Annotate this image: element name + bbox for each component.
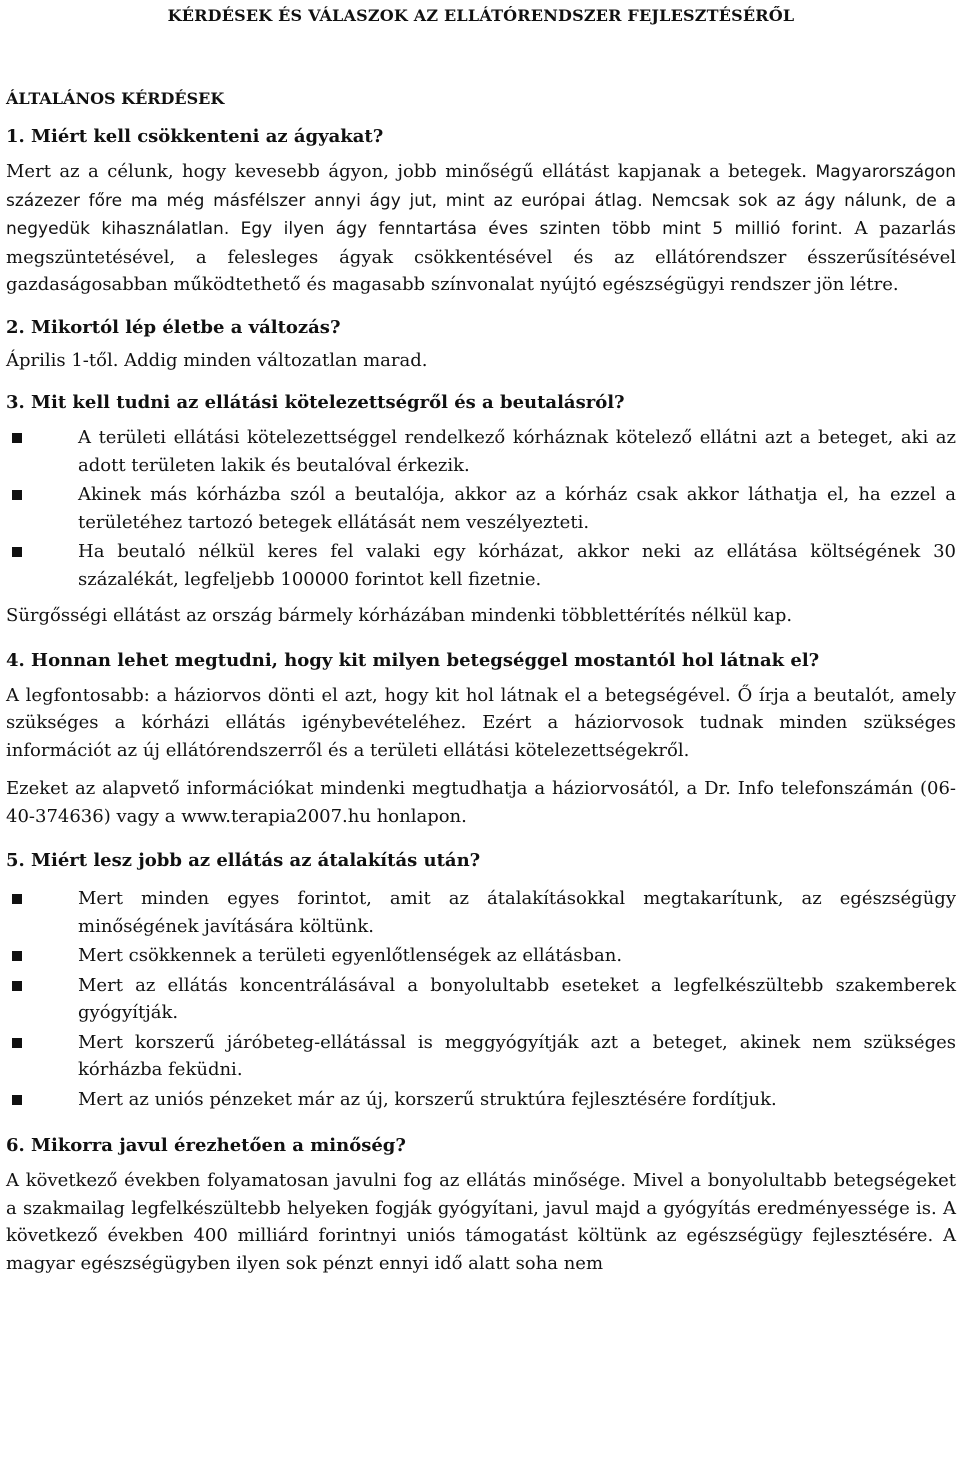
- list-item: [6, 538, 956, 593]
- question-3-bullets: [6, 424, 956, 593]
- list-item: [6, 942, 956, 970]
- list-item-text: Mert csökkennek a területi egyenlőtlenségek az ellátásban.: [78, 945, 623, 966]
- document-title: KÉRDÉSEK ÉS VÁLASZOK AZ ELLÁTÓRENDSZER FEJLESZTÉSÉRŐL: [167, 6, 795, 25]
- question-4-paragraph-1: A legfontosabb: a háziorvos dönti el azt, hogy kit hol látnak el a betegségével. Ő írja a beutalót, amely szükséges a kórházi ellátás igénybevételéhez. Ezért a háziorvosok tudnak minden szükséges információt az új ellátórendszerről és a területi ellátási kötelezettségekről.: [6, 684, 956, 761]
- question-5-title: 5. Miért lesz jobb az ellátás az átalakítás után?: [6, 850, 481, 871]
- section-heading: ÁLTALÁNOS KÉRDÉSEK: [6, 89, 225, 108]
- list-item: [6, 1029, 956, 1084]
- square-bullet-icon: [12, 981, 22, 991]
- list-item-text: Akinek más kórházba szól a beutalója, akkor az a kórház csak akkor láthatja el, ha ezzel a területéhez tartozó betegek ellátását nem veszélyezteti.: [78, 484, 956, 533]
- question-2-answer: Április 1-től. Addig minden változatlan marad.: [6, 349, 428, 371]
- question-6-paragraph-1: A következő években folyamatosan javulni fog az ellátás minősége. Mivel a bonyolultabb betegségeket a szakmailag legfelkészültebb helyeken fogják gyógyítani, javul majd a gyógyítás eredményessége is. A következő években 400 milliárd forintnyi uniós támogatást költünk az egészségügy fejlesztésére. A magyar egészségügyben ilyen sok pénzt ennyi idő alatt soha nem: [6, 1170, 956, 1274]
- question-5-bullets: [6, 885, 956, 1113]
- question-4-title: 4. Honnan lehet megtudni, hogy kit milyen betegséggel mostantól hol látnak el?: [6, 649, 820, 671]
- question-4-paragraph-2: Ezeket az alapvető információkat mindenki megtudhatja a háziorvosától, a Dr. Info telefonszámán (06-40-374636) vagy a www.terapia2007.hu honlapon.: [6, 778, 956, 827]
- answer-text: Mert az a célunk, hogy kevesebb ágyon, jobb minőségű ellátást kapjanak a betegek.: [6, 161, 807, 182]
- square-bullet-icon: [12, 951, 22, 961]
- square-bullet-icon: [12, 433, 22, 443]
- list-item-text: Ha beutaló nélkül keres fel valaki egy kórházat, akkor neki az ellátása költségének 30 százalékát, legfeljebb 100000 forintot kell fizetnie.: [78, 541, 956, 590]
- list-item-text: Mert korszerű járóbeteg-ellátással is meggyógyítják azt a beteget, akinek nem szükséges kórházba feküdni.: [78, 1031, 956, 1080]
- square-bullet-icon: [12, 894, 22, 904]
- square-bullet-icon: [12, 547, 22, 557]
- list-item: [6, 481, 956, 536]
- list-item-text: Mert minden egyes forintot, amit az átalakításokkal megtakarítunk, az egészségügy minőségének javítására költünk.: [78, 888, 956, 937]
- square-bullet-icon: [12, 1038, 22, 1048]
- question-3-title: 3. Mit kell tudni az ellátási kötelezettségről és a beutalásról?: [6, 392, 625, 413]
- list-item: [6, 885, 956, 940]
- list-item-text: Mert az uniós pénzeket már az új, korszerű struktúra fejlesztésére fordítjuk.: [78, 1088, 777, 1110]
- list-item: [6, 424, 956, 479]
- square-bullet-icon: [12, 490, 22, 500]
- square-bullet-icon: [12, 1095, 22, 1105]
- answer-text: A pazarlás megszüntetésével, a felesleges ágyak csökkentésével és az ellátórendszer ésszerűsítésével gazdaságosabban működtethető és magasabb színvonalat nyújtó egészségügyi rendszer jön létre.: [6, 218, 956, 295]
- question-6-title: 6. Mikorra javul érezhetően a minőség?: [6, 1135, 406, 1156]
- question-1-title: 1. Miért kell csökkenteni az ágyakat?: [6, 126, 384, 147]
- question-3-note: Sürgősségi ellátást az ország bármely kórházában mindenki többlettérítés nélkül kap.: [6, 605, 793, 626]
- document-page: [6, 0, 956, 1277]
- list-item: [6, 972, 956, 1027]
- list-item-text: A területi ellátási kötelezettséggel rendelkező kórháznak kötelező ellátni azt a beteget, aki az adott területen lakik és beutalóval érkezik.: [78, 427, 956, 476]
- list-item: [6, 1086, 956, 1114]
- list-item-text: Mert az ellátás koncentrálásával a bonyolultabb eseteket a legfelkészültebb szakemberek gyógyítják.: [78, 974, 956, 1023]
- question-2-title: 2. Mikortól lép életbe a változás?: [6, 316, 341, 338]
- answer-text-sans: Magyarországon százezer főre ma még másfélszer annyi ágy jut, mint az európai átlag. Nemcsak sok az ágy nálunk, de a negyedük kihasználatlan. Egy ilyen ágy fenntartása éves szinten több mint 5 millió forint.: [6, 162, 956, 239]
- question-1-answer: [6, 158, 956, 299]
